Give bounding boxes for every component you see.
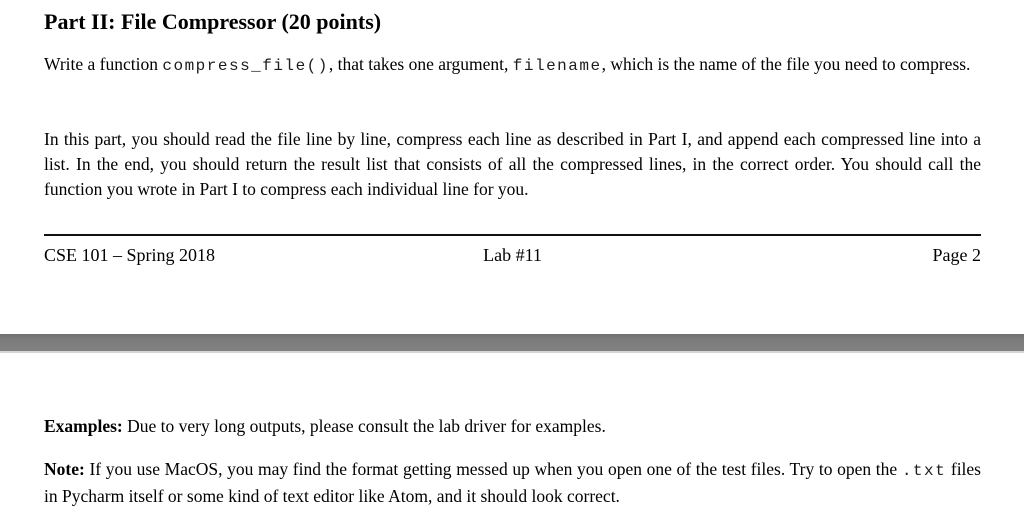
inline-code-filename: filename (512, 57, 602, 75)
inline-code-compress-file: compress_file() (162, 57, 329, 75)
page-separator-bar (0, 334, 1024, 353)
paragraph-text: , that takes one argument, (328, 54, 513, 74)
note-label: Note: (44, 459, 85, 479)
paragraph-details: In this part, you should read the file line by line, compress each line as described in Part I, and append each compressed line into a list. In the end, you should return the result list that consists of all the compressed lines, in the correct order. You should call the function you wrote in Part I to compress each individual line for you. (44, 129, 981, 199)
paragraph-text: If you use MacOS, you may find the format getting messed up when you open one of the test files. Try to open the (84, 459, 902, 479)
paragraph-text: Due to very long outputs, please consult the lab driver for examples. (122, 416, 606, 436)
paragraph-intro (44, 52, 981, 79)
footer-rule (44, 234, 981, 236)
inline-code-txt-extension: .txt (901, 462, 947, 480)
paragraph-text: files in Pycharm itself or some kind of text editor like Atom, and it should look correct. (44, 459, 981, 506)
page-footer (44, 243, 981, 268)
paragraph-examples (44, 414, 981, 439)
section-title: Part II: File Compressor (20 points) (44, 9, 382, 34)
footer-lab-number: Lab #11 (483, 245, 542, 265)
footer-course: CSE 101 – Spring 2018 (44, 245, 216, 265)
paragraph-text: , which is the name of the file you need to compress. (601, 54, 971, 74)
examples-label: Examples: (44, 416, 123, 436)
footer-page-number: Page 2 (932, 245, 981, 265)
paragraph-text: Write a function (44, 54, 163, 74)
paragraph-note (44, 457, 981, 509)
